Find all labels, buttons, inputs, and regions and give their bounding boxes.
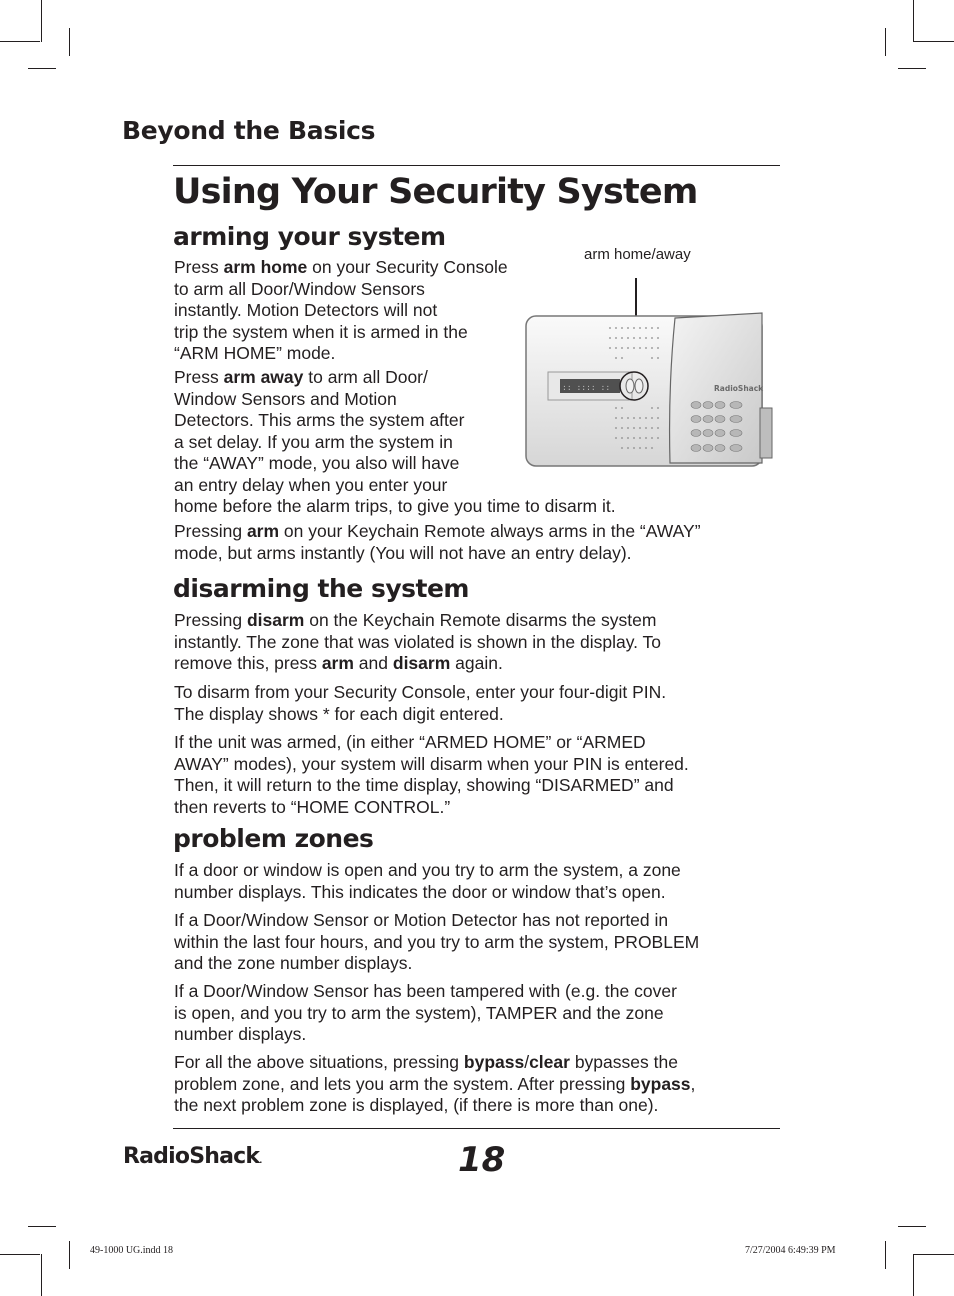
para-zone-open xyxy=(174,860,681,903)
crop-mark xyxy=(28,68,56,69)
para-keychain-disarm xyxy=(174,610,661,675)
text-run: to arm all Door/ xyxy=(303,367,428,387)
crop-mark xyxy=(69,28,70,56)
para-arm-home xyxy=(174,257,508,365)
text-run: and xyxy=(353,653,393,673)
crop-mark xyxy=(898,68,926,69)
text-run: problem zone, and lets you arm the system. After pressing xyxy=(174,1073,631,1094)
text-run: “ARM HOME” mode. xyxy=(174,343,336,363)
crop-mark xyxy=(41,1254,42,1296)
text-run: Detectors. This arms the system after xyxy=(174,410,465,430)
text-run: , xyxy=(690,1073,696,1094)
svg-text::: :::: ::: :: :::: :: xyxy=(562,383,611,392)
bold-term: disarm xyxy=(246,610,305,630)
heading-problem-zones: problem zones xyxy=(173,824,374,853)
text-run: To disarm from your Security Console, enter your four-digit PIN. xyxy=(174,682,667,702)
para-tamper xyxy=(174,981,677,1046)
para-problem xyxy=(174,910,699,975)
crop-mark xyxy=(885,28,886,56)
text-run: If a door or window is open and you try to arm the system, a zone xyxy=(174,860,681,880)
text-run: an entry delay when you enter your xyxy=(174,474,448,495)
bold-term: arm xyxy=(321,653,354,673)
bold-term: arm home xyxy=(223,257,308,277)
text-run: Pressing xyxy=(174,610,247,630)
text-run: again. xyxy=(450,653,503,673)
text-run: on the Keychain Remote disarms the system xyxy=(304,610,657,630)
running-header: Beyond the Basics xyxy=(122,116,376,145)
para-armed-modes xyxy=(174,732,689,818)
para-console-disarm xyxy=(174,682,666,725)
text-run: the “AWAY” mode, you also will have xyxy=(174,453,460,473)
text-run: the next problem zone is displayed, (if there is more than one). xyxy=(174,1095,659,1115)
heading-disarming: disarming the system xyxy=(173,574,469,603)
text-run: The display shows * for each digit entered. xyxy=(174,703,504,724)
text-run: remove this, press xyxy=(174,653,322,673)
heading-arming: arming your system xyxy=(173,222,446,251)
text-run: on your Keychain Remote always arms in the “AWAY” xyxy=(279,521,701,541)
crop-mark xyxy=(914,41,954,42)
page-number: 18 xyxy=(458,1140,506,1180)
text-run: number displays. xyxy=(174,1024,307,1044)
text-run: instantly. The zone that was violated is shown in the display. To xyxy=(174,631,662,652)
text-run: Window Sensors and Motion xyxy=(174,388,397,409)
text-run: If a Door/Window Sensor or Motion Detector has not reported in xyxy=(174,910,669,930)
para-bypass xyxy=(174,1052,695,1117)
crop-mark xyxy=(0,1254,40,1255)
para-keychain-arm xyxy=(174,521,701,564)
text-run: bypasses the xyxy=(569,1052,678,1072)
radioshack-logo: RadioShack. xyxy=(123,1144,262,1169)
text-run: to arm all Door/Window Sensors xyxy=(174,278,425,299)
text-run: Press xyxy=(174,257,224,277)
bold-term: bypass xyxy=(630,1073,691,1094)
text-run: Then, it will return to the time display, showing “DISARMED” and xyxy=(174,775,674,795)
crop-mark xyxy=(69,1241,70,1269)
text-run: If a Door/Window Sensor has been tampered with (e.g. the cover xyxy=(174,981,677,1001)
text-run: within the last four hours, and you try to arm the system, PROBLEM xyxy=(174,931,700,952)
text-run: home before the alarm trips, to give you time to disarm it. xyxy=(174,496,616,516)
figure-caption: arm home/away xyxy=(584,246,691,263)
text-run: on your Security Console xyxy=(307,257,508,277)
text-run: instantly. Motion Detectors will not xyxy=(174,300,438,320)
crop-mark xyxy=(913,1254,914,1296)
text-run: and the zone number displays. xyxy=(174,953,413,973)
bold-term: clear xyxy=(529,1052,570,1072)
text-run: is open, and you try to arm the system), TAMPER and the zone xyxy=(174,1002,664,1023)
text-run: AWAY” modes), your system will disarm when your PIN is entered. xyxy=(174,753,689,774)
crop-mark xyxy=(41,0,42,42)
text-run: For all the above situations, pressing xyxy=(174,1052,464,1072)
crop-mark xyxy=(885,1241,886,1269)
page-title: Using Your Security System xyxy=(173,172,698,212)
device-brand-label: RadioShack xyxy=(714,384,764,393)
text-run: Press xyxy=(174,367,224,387)
slug-file: 49-1000 UG.indd 18 xyxy=(90,1245,174,1256)
crop-mark xyxy=(898,1226,926,1227)
crop-mark xyxy=(913,0,914,42)
crop-mark xyxy=(914,1254,954,1255)
text-run: then reverts to “HOME CONTROL.” xyxy=(174,796,451,817)
bold-term: disarm xyxy=(392,653,451,673)
bold-term: bypass xyxy=(463,1052,525,1072)
text-run: / xyxy=(524,1052,530,1072)
bold-term: arm xyxy=(246,521,280,541)
slug-timestamp: 7/27/2004 6:49:39 PM xyxy=(745,1245,836,1256)
text-run: number displays. This indicates the door or window that’s open. xyxy=(174,881,666,902)
text-run: mode, but arms instantly (You will not have an entry delay). xyxy=(174,542,632,563)
bold-term: arm away xyxy=(223,367,304,387)
text-run: Pressing xyxy=(174,521,247,541)
crop-mark xyxy=(28,1226,56,1227)
security-console-figure xyxy=(520,268,780,478)
text-run: trip the system when it is armed in the xyxy=(174,321,468,342)
crop-mark xyxy=(0,41,40,42)
text-run: a set delay. If you arm the system in xyxy=(174,431,453,452)
footer-rule xyxy=(173,1128,780,1129)
header-rule xyxy=(173,165,780,166)
text-run: If the unit was armed, (in either “ARMED HOME” or “ARMED xyxy=(174,732,646,752)
